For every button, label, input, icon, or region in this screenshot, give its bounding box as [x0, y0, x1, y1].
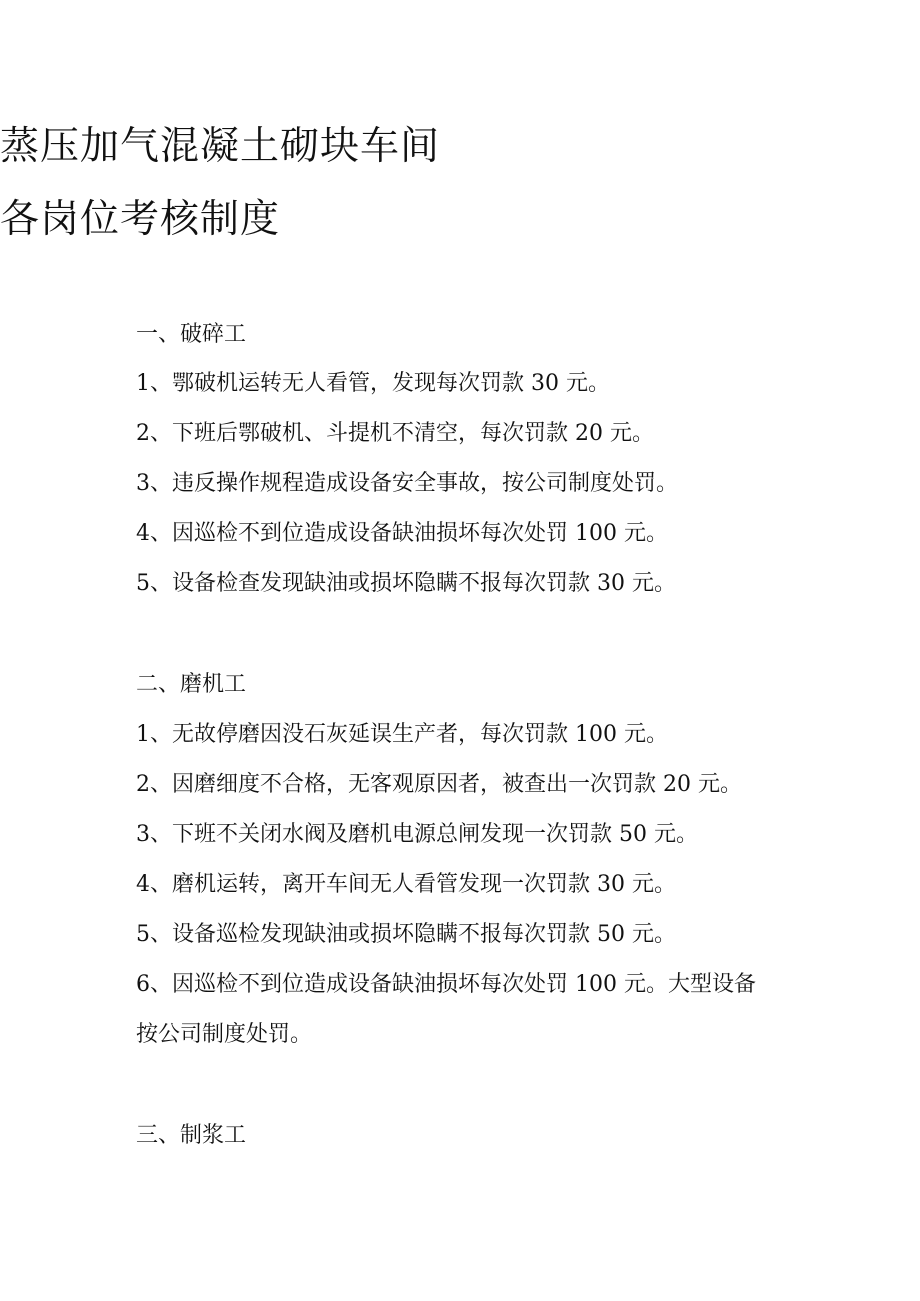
crushing-rule-2: 2、下班后鄂破机、斗提机不清空，每次罚款 20 元。 — [136, 421, 654, 446]
milling-rule-5: 5、设备巡检发现缺油或损坏隐瞒不报每次罚款 50 元。 — [136, 922, 676, 947]
milling-rule-1: 1、无故停磨因没石灰延误生产者，每次罚款 100 元。 — [136, 722, 668, 747]
document-title-line-2: 各岗位考核制度 — [0, 197, 281, 242]
milling-rule-6-continued: 按公司制度处罚。 — [136, 1022, 313, 1047]
crushing-rule-4: 4、因巡检不到位造成设备缺油损坏每次处罚 100 元。 — [136, 521, 668, 546]
crushing-rule-1: 1、鄂破机运转无人看管，发现每次罚款 30 元。 — [136, 371, 610, 396]
milling-rule-3: 3、下班不关闭水阀及磨机电源总闸发现一次罚款 50 元。 — [136, 822, 698, 847]
crushing-rule-3: 3、违反操作规程造成设备安全事故，按公司制度处罚。 — [136, 471, 678, 496]
section-heading-slurry: 三、制浆工 — [136, 1123, 247, 1148]
milling-rule-2: 2、因磨细度不合格，无客观原因者，被查出一次罚款 20 元。 — [136, 772, 742, 797]
milling-rule-6: 6、因巡检不到位造成设备缺油损坏每次处罚 100 元。大型设备 — [136, 972, 756, 997]
section-heading-crushing: 一、破碎工 — [136, 322, 247, 347]
section-heading-milling: 二、磨机工 — [136, 672, 247, 697]
milling-rule-4: 4、磨机运转，离开车间无人看管发现一次罚款 30 元。 — [136, 872, 676, 897]
crushing-rule-5: 5、设备检查发现缺油或损坏隐瞒不报每次罚款 30 元。 — [136, 571, 676, 596]
document-title-line-1: 蒸压加气混凝土砌块车间 — [0, 124, 441, 169]
